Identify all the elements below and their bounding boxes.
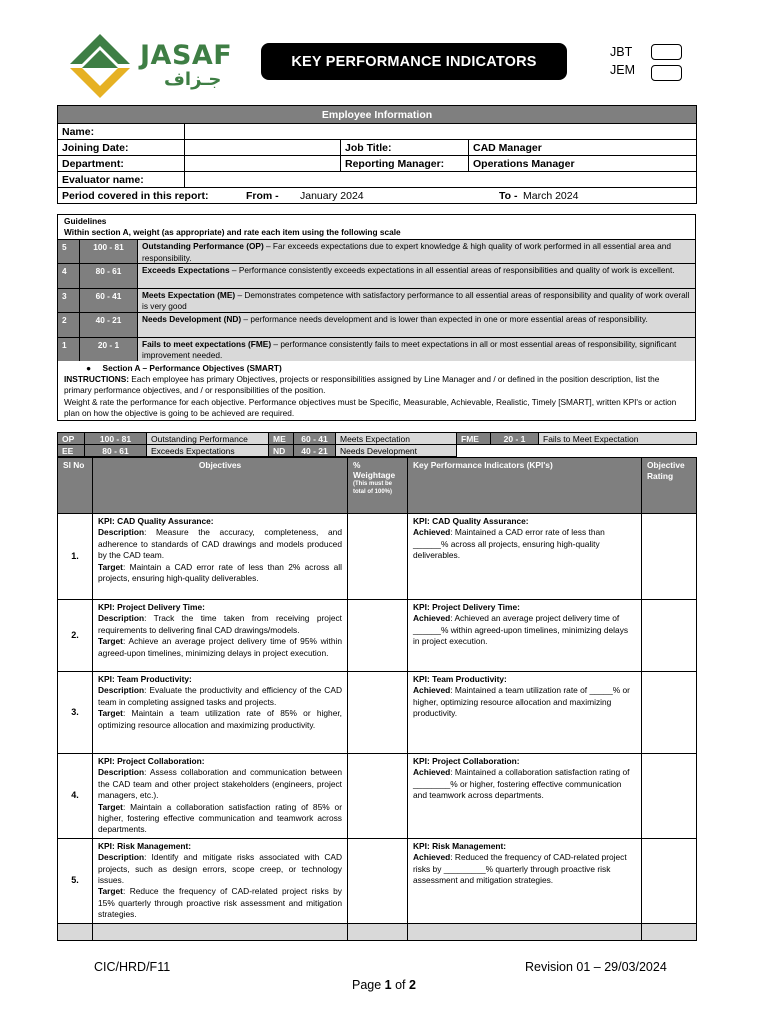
objective-description: Evaluate the productivity and efficiency of the CAD team in completing assigned tasks and projects. xyxy=(98,685,342,707)
rating-cell[interactable] xyxy=(642,514,697,600)
rating-scale xyxy=(58,239,695,361)
objective-target: Achieve an average project delivery time of 95% within agreed-upon timelines, minimizing delays in project execution. xyxy=(98,636,342,658)
weightage-label: % Weightage xyxy=(353,460,396,480)
checkbox-jem[interactable] xyxy=(651,65,682,81)
logo-arabic-wordmark: جـزاف xyxy=(164,69,222,90)
target-label: Target xyxy=(98,561,123,572)
achieved-label: Achieved xyxy=(413,527,451,538)
objective-target: Maintain a collaboration satisfaction rating of 85% or higher, fostering effective communication and teamwork across departments. xyxy=(98,801,342,835)
kpi-achieved: Maintained a collaboration satisfaction rating of ________% or higher, fostering effective communication and teamwork across departments. xyxy=(413,767,630,801)
objective-cell: KPI: Risk Management: Description: Identify and mitigate risks associated with CAD projects, such as design errors, scope creep, or technology issues. Target: Reduce the frequency of CAD-related project risks by 15% quarterly through proactive risk assessment and mitigation strategies. xyxy=(93,838,348,923)
table-row xyxy=(58,754,697,839)
target-label: Target xyxy=(98,636,123,647)
from-value[interactable]: January 2024 xyxy=(300,189,364,202)
form-code: CIC/HRD/F11 xyxy=(94,960,171,974)
scale-title: Meets Expectation (ME) xyxy=(142,289,236,300)
scale-score: 5 xyxy=(58,240,80,263)
scale-score: 4 xyxy=(58,264,80,287)
guidelines-box xyxy=(57,214,696,421)
scale-desc: – performance needs development and is lower than expected in one or more essential areas of responsibility. xyxy=(241,314,648,325)
objective-target: Maintain a CAD error rate of less than 2% across all projects, ensuring high-quality deliverables. xyxy=(98,561,342,584)
joining-date-field[interactable] xyxy=(185,140,341,156)
kpi-achieved: Maintained a CAD error rate of less than ______% across all projects, ensuring high-quality deliverables. xyxy=(413,527,605,561)
period-row xyxy=(58,188,697,204)
legend-range: 40 - 21 xyxy=(294,445,336,457)
target-label: Target xyxy=(98,886,123,897)
achieved-label: Achieved xyxy=(413,613,451,624)
legend-code: FME xyxy=(457,433,491,445)
scale-range: 100 - 81 xyxy=(80,240,138,263)
kpi-cell: KPI: Team Productivity: Achieved: Maintained a team utilization rate of _____% or higher, optimizing resource allocation and maximizing productivity. xyxy=(408,672,642,754)
joining-date-label: Joining Date: xyxy=(58,140,185,156)
table-row xyxy=(58,600,697,672)
scale-title: Needs Development (ND) xyxy=(142,314,242,325)
rating-legend xyxy=(57,432,697,457)
scale-row xyxy=(58,239,695,263)
rating-cell[interactable] xyxy=(642,672,697,754)
rating-cell[interactable] xyxy=(642,754,697,839)
scale-title: Fails to meet expectations (FME) xyxy=(142,338,272,349)
scale-description xyxy=(138,338,695,361)
section-a-title: Section A – Performance Objectives (SMART) xyxy=(102,362,282,373)
scale-desc: – Far exceeds expectations due to expert knowledge & high quality of work performed in all essential area and responsibility. xyxy=(142,241,671,263)
legend-label: Outstanding Performance xyxy=(147,433,269,445)
kpi-title: KPI: Project Delivery Time: xyxy=(413,602,520,612)
scale-title: Exceeds Expectations xyxy=(142,265,230,276)
legend-code: EE xyxy=(58,445,85,457)
scale-score: 3 xyxy=(58,289,80,312)
weightage-note: (This must be total of 100%) xyxy=(353,481,393,495)
objective-kpi-title: KPI: Project Collaboration: xyxy=(98,756,205,766)
kpi-title: KPI: Risk Management: xyxy=(413,840,507,851)
scale-score: 1 xyxy=(58,338,80,361)
period-label: Period covered in this report: xyxy=(62,189,209,202)
target-label: Target xyxy=(98,708,123,719)
to-label: To - xyxy=(499,189,518,202)
scale-range: 60 - 41 xyxy=(80,289,138,312)
page-current: 1 xyxy=(384,978,392,992)
objective-description: Measure the accuracy, completeness, and adherence to standards of CAD drawings and models produced by the CAD team. xyxy=(98,527,342,561)
scale-desc: – Demonstrates competence with satisfactory performance to all essential areas of responsibility and quality of work overall is very good xyxy=(142,289,690,312)
kpi-achieved: Reduced the frequency of CAD-related project risks by _________% quarterly through proactive risk assessment and mitigation strategies. xyxy=(413,852,627,886)
legend-range: 80 - 61 xyxy=(85,445,147,457)
col-header-weightage xyxy=(348,458,408,514)
objective-cell: KPI: Project Delivery Time: Description: Track the time taken from receiving project requirements to delivering final CAD drawings/models. Target: Achieve an average project delivery time of 95% within agreed-upon timelines, minimizing delays in project execution. xyxy=(93,600,348,672)
scale-description xyxy=(138,240,695,263)
legend-range: 60 - 41 xyxy=(294,433,336,445)
weightage-cell[interactable] xyxy=(348,514,408,600)
weightage-cell[interactable] xyxy=(348,672,408,754)
kpi-achieved: Achieved an average project delivery time of ______% within agreed-upon timelines, minimizing delays in project execution. xyxy=(413,613,629,647)
kpi-cell: KPI: Risk Management: Achieved: Reduced the frequency of CAD-related project risks by _________% quarterly through proactive risk assessment and mitigation strategies. xyxy=(408,838,642,923)
row-number: 5. xyxy=(58,838,93,923)
scale-title: Outstanding Performance (OP) xyxy=(142,241,264,251)
scale-range: 20 - 1 xyxy=(80,338,138,361)
legend-range: 20 - 1 xyxy=(491,433,539,445)
row-number: 2. xyxy=(58,600,93,672)
rating-cell[interactable] xyxy=(642,600,697,672)
scale-range: 80 - 61 xyxy=(80,264,138,287)
col-header-rating: Objective Rating xyxy=(642,458,697,514)
objective-target: Reduce the frequency of CAD-related project risks by 15% quarterly through proactive risk assessment and mitigation strategies. xyxy=(98,886,342,920)
kpi-achieved: Maintained a team utilization rate of _____% or higher, optimizing resource allocation and maximizing productivity. xyxy=(413,685,630,719)
evaluator-label: Evaluator name: xyxy=(58,172,185,188)
col-header-kpis: Key Performance Indicators (KPI's) xyxy=(408,458,642,514)
row-number: 3. xyxy=(58,672,93,754)
description-label: Description xyxy=(98,527,145,538)
objective-cell: KPI: CAD Quality Assurance: Description: Measure the accuracy, completeness, and adherence to standards of CAD drawings and models produced by the CAD team. Target: Maintain a CAD error rate of less than 2% across all projects, ensuring high-quality deliverables. xyxy=(93,514,348,600)
description-label: Description xyxy=(98,767,145,778)
scale-score: 2 xyxy=(58,313,80,336)
table-row xyxy=(58,514,697,600)
weightage-cell[interactable] xyxy=(348,600,408,672)
logo-wordmark: JASAF xyxy=(140,40,233,71)
employee-info-table xyxy=(57,105,697,204)
objective-cell: KPI: Project Collaboration: Description: Assess collaboration and communication between the CAD team and other project stakeholders (engineers, project managers, etc.). Target: Maintain a collaboration satisfaction rating of 85% or higher, fostering effective communication and teamwork across departments. xyxy=(93,754,348,839)
footer-cell xyxy=(93,923,348,940)
description-label: Description xyxy=(98,613,145,624)
target-label: Target xyxy=(98,801,123,812)
scale-desc: – performance consistently fails to meet expectations in all or most essential areas of responsibility, significant improvement needed. xyxy=(142,338,677,361)
legend-label: Meets Expectation xyxy=(336,433,457,445)
department-label: Department: xyxy=(58,156,185,172)
reporting-manager-label: Reporting Manager: xyxy=(341,156,469,172)
footer-cell xyxy=(408,923,642,940)
scale-row xyxy=(58,312,695,336)
objective-description: Assess collaboration and communication between the CAD team and other project stakeholders (engineers, project managers, etc.). xyxy=(98,767,342,801)
achieved-label: Achieved xyxy=(413,767,451,778)
kpi-title: KPI: Team Productivity: xyxy=(413,674,507,684)
weightage-cell[interactable] xyxy=(348,838,408,923)
job-title-label: Job Title: xyxy=(341,140,469,156)
legend-code: ND xyxy=(269,445,294,457)
objective-target: Maintain a team utilization rate of 85% or higher, optimizing resource allocation and maximizing productivity. xyxy=(98,708,343,730)
kpi-title: KPI: CAD Quality Assurance: xyxy=(413,516,529,526)
department-field[interactable] xyxy=(185,156,341,172)
job-title-value[interactable]: CAD Manager xyxy=(469,140,697,156)
scale-description xyxy=(138,264,695,287)
from-label: From - xyxy=(246,189,279,202)
scale-range: 40 - 21 xyxy=(80,313,138,336)
col-header-objectives: Objectives xyxy=(93,458,348,514)
kpi-cell: KPI: Project Collaboration: Achieved: Maintained a collaboration satisfaction rating of ________% or higher, fostering effective communication and teamwork across departments. xyxy=(408,754,642,839)
description-label: Description xyxy=(98,685,145,696)
legend-label: Needs Development xyxy=(336,445,457,457)
table-row xyxy=(58,838,697,923)
scale-description xyxy=(138,289,695,312)
scale-row xyxy=(58,263,695,287)
objective-cell: KPI: Team Productivity: Description: Evaluate the productivity and efficiency of the CAD team in completing assigned tasks and projects. Target: Maintain a team utilization rate of 85% or higher, optimizing resource allocation and maximizing productivity. xyxy=(93,672,348,754)
achieved-label: Achieved xyxy=(413,685,451,696)
page-number xyxy=(352,978,416,992)
page-total: 2 xyxy=(409,978,416,992)
revision-text: Revision 01 – 29/03/2024 xyxy=(525,960,667,974)
code-label-jem: JEM xyxy=(610,63,635,77)
col-header-sl: Sl No xyxy=(58,458,93,514)
legend-label: Exceeds Expectations xyxy=(147,445,269,457)
table-row xyxy=(58,672,697,754)
footer-cell xyxy=(642,923,697,940)
row-number: 1. xyxy=(58,514,93,600)
scale-desc: – Performance consistently exceeds expectations in all essential areas of responsibilities and quality of work is excellent. xyxy=(229,265,675,276)
employee-info-heading: Employee Information xyxy=(58,106,697,124)
objective-kpi-title: KPI: CAD Quality Assurance: xyxy=(98,516,214,526)
objective-kpi-title: KPI: Project Delivery Time: xyxy=(98,602,205,612)
instructions-body: Each employee has primary Objectives, projects or responsibilities assigned by Line Manager and / or defined in the position description, list the primary performance objectives, and / or responsibilities of the position. xyxy=(64,373,660,396)
page-of: of xyxy=(391,978,409,992)
weightage-cell[interactable] xyxy=(348,754,408,839)
instructions-text xyxy=(58,374,695,420)
footer-cell xyxy=(348,923,408,940)
reporting-manager-value[interactable]: Operations Manager xyxy=(469,156,697,172)
objective-description: Track the time taken from receiving project requirements to delivering final CAD drawings/models. xyxy=(98,613,342,635)
legend-code: OP xyxy=(58,433,85,445)
row-number: 4. xyxy=(58,754,93,839)
page-prefix: Page xyxy=(352,978,385,992)
guidelines-title: Guidelines xyxy=(64,216,107,226)
evaluator-field[interactable] xyxy=(185,172,697,188)
kpi-cell: KPI: CAD Quality Assurance: Achieved: Maintained a CAD error rate of less than ______% across all projects, ensuring high-quality deliverables. xyxy=(408,514,642,600)
guidelines-intro: Within section A, weight (as appropriate) and rate each item using the following scale xyxy=(64,227,401,237)
page-title: KEY PERFORMANCE INDICATORS xyxy=(261,43,567,80)
objective-kpi-title: KPI: Team Productivity: xyxy=(98,674,192,684)
scale-description xyxy=(138,313,695,336)
instructions-body-2: Weight & rate the performance for each objective. Performance objectives must be Specific, Measurable, Achievable, Realistic, Timely [SMART], written KPI's or action plan on how the objective is going to be achieved are required. xyxy=(64,396,677,419)
legend-empty xyxy=(457,445,697,457)
name-field[interactable] xyxy=(185,124,697,140)
legend-code: ME xyxy=(269,433,294,445)
description-label: Description xyxy=(98,852,145,863)
name-label: Name: xyxy=(58,124,185,140)
guidelines-heading xyxy=(58,215,695,239)
legend-range: 100 - 81 xyxy=(85,433,147,445)
objective-kpi-title: KPI: Risk Management: xyxy=(98,840,192,851)
kpi-title: KPI: Project Collaboration: xyxy=(413,756,520,766)
to-value[interactable]: March 2024 xyxy=(523,189,579,202)
achieved-label: Achieved xyxy=(413,852,451,863)
rating-cell[interactable] xyxy=(642,838,697,923)
scale-row xyxy=(58,288,695,312)
checkbox-jbt[interactable] xyxy=(651,44,682,60)
footer-cell xyxy=(58,923,93,940)
kpi-table xyxy=(57,457,697,941)
section-a-heading: ● Section A – Performance Objectives (SMART) xyxy=(86,362,282,373)
code-label-jbt: JBT xyxy=(610,45,633,59)
legend-label: Fails to Meet Expectation xyxy=(539,433,697,445)
instructions-label: INSTRUCTIONS: xyxy=(64,373,129,384)
scale-row xyxy=(58,337,695,361)
objective-description: Identify and mitigate risks associated with CAD projects, such as design errors, scope creep, or technology issues. xyxy=(98,852,343,886)
kpi-cell: KPI: Project Delivery Time: Achieved: Achieved an average project delivery time of ______% within agreed-upon timelines, minimizing delays in project execution. xyxy=(408,600,642,672)
